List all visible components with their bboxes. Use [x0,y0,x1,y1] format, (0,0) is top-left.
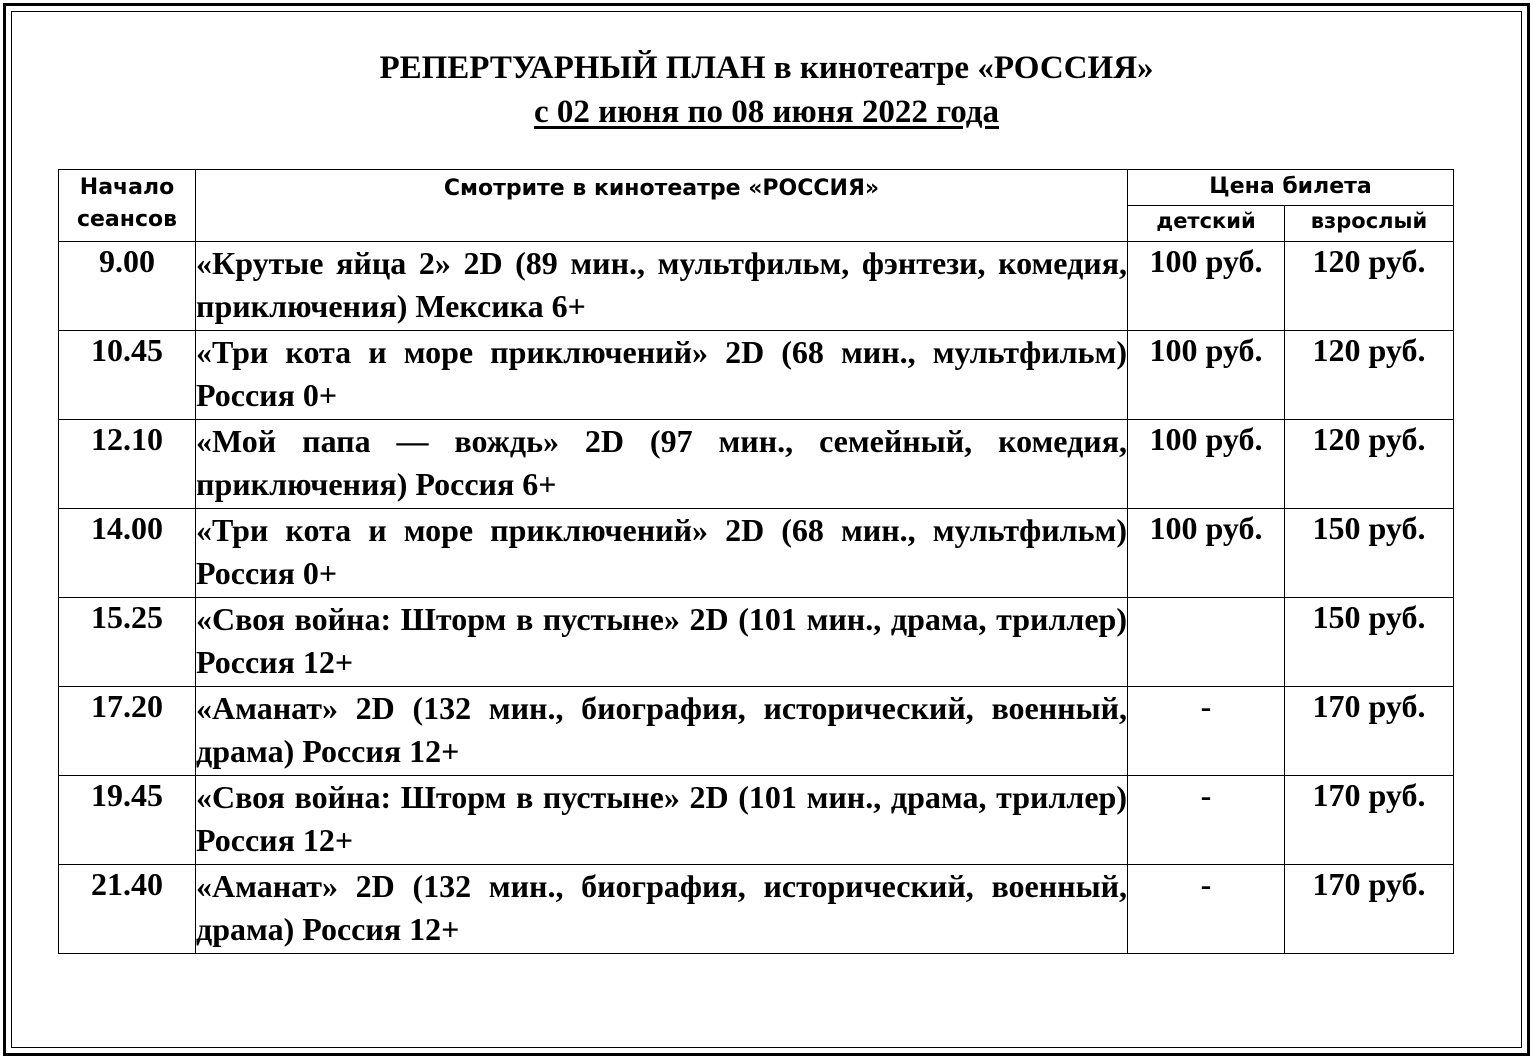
film-description: «Три кота и море приключений» 2D (68 мин., мультфильм) Россия 0+ [196,331,1128,420]
price-adult: 150 руб. [1285,598,1454,687]
film-description: «Крутые яйца 2» 2D (89 мин., мультфильм, фэнтези, комедия, приключения) Мексика 6+ [196,242,1128,331]
table-row [59,865,1454,954]
table-row [59,420,1454,509]
title-line-2 [0,90,1533,134]
price-child: - [1128,865,1285,954]
header-row-1 [59,170,1454,206]
film-description: «Своя война: Шторм в пустыне» 2D (101 мин., драма, триллер) Россия 12+ [196,598,1128,687]
price-child: 100 руб. [1128,242,1285,331]
session-time: 19.45 [59,776,196,865]
table-row [59,687,1454,776]
session-time: 10.45 [59,331,196,420]
film-description: «Аманат» 2D (132 мин., биография, исторический, военный, драма) Россия 12+ [196,865,1128,954]
session-time: 17.20 [59,687,196,776]
header-film: Смотрите в кинотеатре «РОССИЯ» [196,170,1128,242]
price-child: 100 руб. [1128,420,1285,509]
table-row [59,331,1454,420]
table-row [59,509,1454,598]
price-adult: 120 руб. [1285,420,1454,509]
table-body [59,242,1454,954]
header-start: Начало сеансов [59,170,196,242]
session-time: 12.10 [59,420,196,509]
session-time: 9.00 [59,242,196,331]
price-child: - [1128,687,1285,776]
title-line-1: РЕПЕРТУАРНЫЙ ПЛАН в кинотеатре «РОССИЯ» [379,50,1154,86]
table-row [59,598,1454,687]
price-adult: 170 руб. [1285,687,1454,776]
price-child: - [1128,776,1285,865]
repertoire-table [58,169,1454,954]
document-title [0,46,1533,134]
price-child: 100 руб. [1128,331,1285,420]
table-row [59,776,1454,865]
price-adult: 170 руб. [1285,776,1454,865]
price-adult: 120 руб. [1285,331,1454,420]
session-time: 15.25 [59,598,196,687]
film-description: «Три кота и море приключений» 2D (68 мин., мультфильм) Россия 0+ [196,509,1128,598]
session-time: 21.40 [59,865,196,954]
header-adult: взрослый [1285,206,1454,242]
table-row [59,242,1454,331]
price-child [1128,598,1285,687]
film-description: «Мой папа — вождь» 2D (97 мин., семейный, комедия, приключения) Россия 6+ [196,420,1128,509]
price-adult: 170 руб. [1285,865,1454,954]
header-child: детский [1128,206,1285,242]
film-description: «Своя война: Шторм в пустыне» 2D (101 мин., драма, триллер) Россия 12+ [196,776,1128,865]
price-adult: 120 руб. [1285,242,1454,331]
header-price: Цена билета [1128,170,1454,206]
session-time: 14.00 [59,509,196,598]
film-description: «Аманат» 2D (132 мин., биография, исторический, военный, драма) Россия 12+ [196,687,1128,776]
price-adult: 150 руб. [1285,509,1454,598]
title-date-range: с 02 июня по 08 июня 2022 года [533,94,999,130]
price-child: 100 руб. [1128,509,1285,598]
